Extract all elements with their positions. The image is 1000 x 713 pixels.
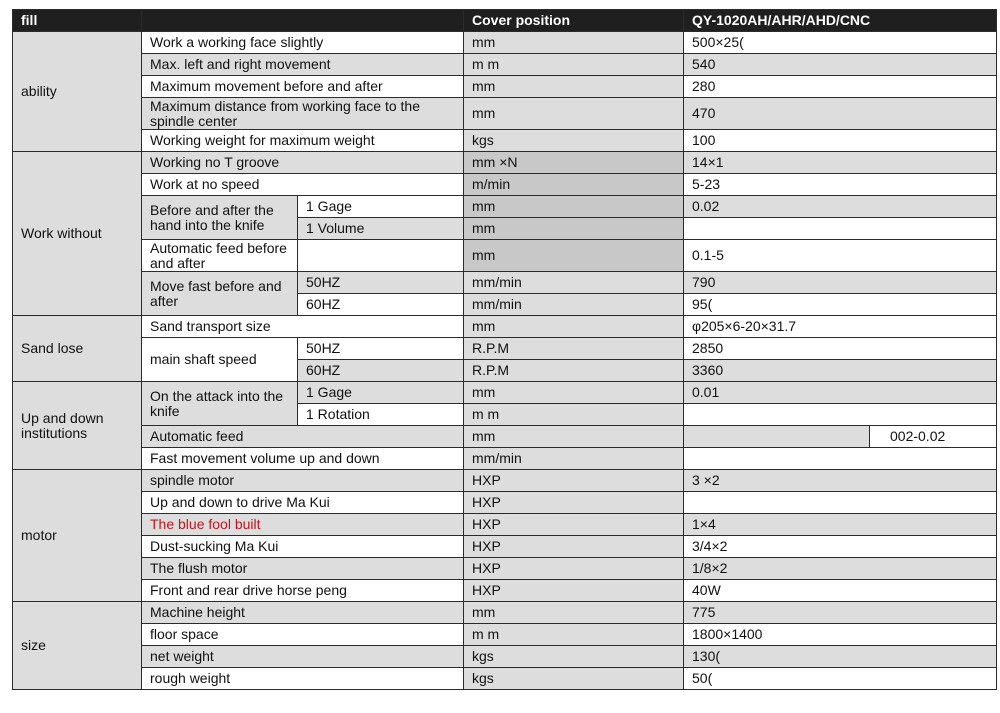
group-label-size: size [13, 602, 142, 690]
value-cell: 40W [684, 580, 997, 602]
item-label: The flush motor [142, 558, 464, 580]
unit-cell: R.P.M [464, 360, 684, 382]
table-row [13, 602, 997, 624]
item-label: Before and after the hand into the knife [142, 196, 298, 240]
unit-cell: mm/min [464, 448, 684, 470]
item-label: Automatic feed [142, 426, 464, 448]
group-label-sand: Sand lose [13, 316, 142, 382]
item-label: On the attack into the knife [142, 382, 298, 426]
sub-label: 60HZ [298, 294, 464, 316]
value-cell: 3360 [684, 360, 997, 382]
table-row [13, 492, 997, 514]
table-row [13, 426, 997, 448]
table-row [13, 76, 997, 98]
header-unit: Cover position [464, 10, 684, 32]
item-label: Work a working face slightly [142, 32, 464, 54]
value-cell: 540 [684, 54, 997, 76]
value-cell-secondary: 002-0.02 [870, 426, 997, 448]
value-cell: 280 [684, 76, 997, 98]
table-row [13, 448, 997, 470]
item-label: Max. left and right movement [142, 54, 464, 76]
group-label-ability: ability [13, 32, 142, 152]
value-cell: 0.01 [684, 382, 997, 404]
value-cell [684, 218, 997, 240]
unit-cell: mm [464, 382, 684, 404]
value-cell: 100 [684, 130, 997, 152]
unit-cell: mm [464, 196, 684, 218]
sub-label: 1 Volume [298, 218, 464, 240]
header-item [142, 10, 464, 32]
table-row [13, 536, 997, 558]
value-cell: 3 ×2 [684, 470, 997, 492]
item-label: Up and down to drive Ma Kui [142, 492, 464, 514]
table-row [13, 98, 997, 130]
table-row [13, 272, 997, 294]
table-row [13, 54, 997, 76]
header-row [13, 10, 997, 32]
item-label: Move fast before and after [142, 272, 298, 316]
value-cell [684, 448, 997, 470]
value-cell: 1/8×2 [684, 558, 997, 580]
unit-cell: m m [464, 624, 684, 646]
header-group: fill [13, 10, 142, 32]
table-row [13, 580, 997, 602]
unit-cell: mm [464, 316, 684, 338]
value-cell: 5-23 [684, 174, 997, 196]
unit-cell: HXP [464, 514, 684, 536]
unit-cell: mm [464, 218, 684, 240]
unit-cell: HXP [464, 536, 684, 558]
table-row [13, 32, 997, 54]
table-row [13, 338, 997, 360]
unit-cell: mm ×N [464, 152, 684, 174]
value-cell [684, 492, 997, 514]
table-row [13, 174, 997, 196]
item-label: Maximum distance from working face to the spindle center [142, 98, 464, 130]
value-cell: 95( [684, 294, 997, 316]
group-label-work: Work without [13, 152, 142, 316]
group-label-motor: motor [13, 470, 142, 602]
item-label: net weight [142, 646, 464, 668]
value-cell: 3/4×2 [684, 536, 997, 558]
unit-cell: mm [464, 32, 684, 54]
value-cell: 1×4 [684, 514, 997, 536]
sub-label: 1 Gage [298, 382, 464, 404]
unit-cell: HXP [464, 470, 684, 492]
value-cell: 2850 [684, 338, 997, 360]
sub-label: 1 Gage [298, 196, 464, 218]
table-row [13, 558, 997, 580]
unit-cell: m m [464, 404, 684, 426]
header-model: QY-1020AH/AHR/AHD/CNC [684, 10, 997, 32]
unit-cell: mm [464, 98, 684, 130]
table-row [13, 382, 997, 404]
value-cell [684, 426, 870, 448]
sub-label: 60HZ [298, 360, 464, 382]
unit-cell: mm [464, 76, 684, 98]
table-row [13, 240, 997, 272]
unit-cell: HXP [464, 492, 684, 514]
sub-label [298, 240, 464, 272]
item-label: Work at no speed [142, 174, 464, 196]
table-row [13, 196, 997, 218]
sub-label: 1 Rotation [298, 404, 464, 426]
unit-cell: mm/min [464, 294, 684, 316]
item-label: Fast movement volume up and down [142, 448, 464, 470]
unit-cell: HXP [464, 580, 684, 602]
value-cell: 790 [684, 272, 997, 294]
unit-cell: m/min [464, 174, 684, 196]
sub-label: 50HZ [298, 338, 464, 360]
item-label: Maximum movement before and after [142, 76, 464, 98]
item-label: Working weight for maximum weight [142, 130, 464, 152]
value-cell: 50( [684, 668, 997, 690]
table-row [13, 152, 997, 174]
table-row [13, 130, 997, 152]
spec-table [12, 9, 997, 690]
value-cell: 470 [684, 98, 997, 130]
value-cell: 1800×1400 [684, 624, 997, 646]
value-cell: φ205×6-20×31.7 [684, 316, 997, 338]
unit-cell: R.P.M [464, 338, 684, 360]
group-label-updown: Up and down institutions [13, 382, 142, 470]
unit-cell: kgs [464, 130, 684, 152]
item-label: Front and rear drive horse peng [142, 580, 464, 602]
item-label: Sand transport size [142, 316, 464, 338]
table-row [13, 646, 997, 668]
unit-cell: kgs [464, 668, 684, 690]
table-row [13, 624, 997, 646]
table-row [13, 316, 997, 338]
unit-cell: HXP [464, 558, 684, 580]
item-label: spindle motor [142, 470, 464, 492]
item-label: rough weight [142, 668, 464, 690]
unit-cell: mm/min [464, 272, 684, 294]
item-label: Working no T groove [142, 152, 464, 174]
value-cell: 14×1 [684, 152, 997, 174]
sub-label: 50HZ [298, 272, 464, 294]
unit-cell: mm [464, 602, 684, 624]
table-row [13, 668, 997, 690]
item-label: main shaft speed [142, 338, 298, 382]
table-row [13, 514, 997, 536]
item-label: floor space [142, 624, 464, 646]
value-cell: 500×25( [684, 32, 997, 54]
unit-cell: mm [464, 426, 684, 448]
item-label-highlighted: The blue fool built [142, 514, 464, 536]
value-cell: 0.02 [684, 196, 997, 218]
value-cell: 0.1-5 [684, 240, 997, 272]
value-cell [684, 404, 997, 426]
item-label: Machine height [142, 602, 464, 624]
value-cell: 775 [684, 602, 997, 624]
item-label: Automatic feed before and after [142, 240, 298, 272]
table-row [13, 470, 997, 492]
value-cell: 130( [684, 646, 997, 668]
unit-cell: m m [464, 54, 684, 76]
unit-cell: mm [464, 240, 684, 272]
item-label: Dust-sucking Ma Kui [142, 536, 464, 558]
unit-cell: kgs [464, 646, 684, 668]
